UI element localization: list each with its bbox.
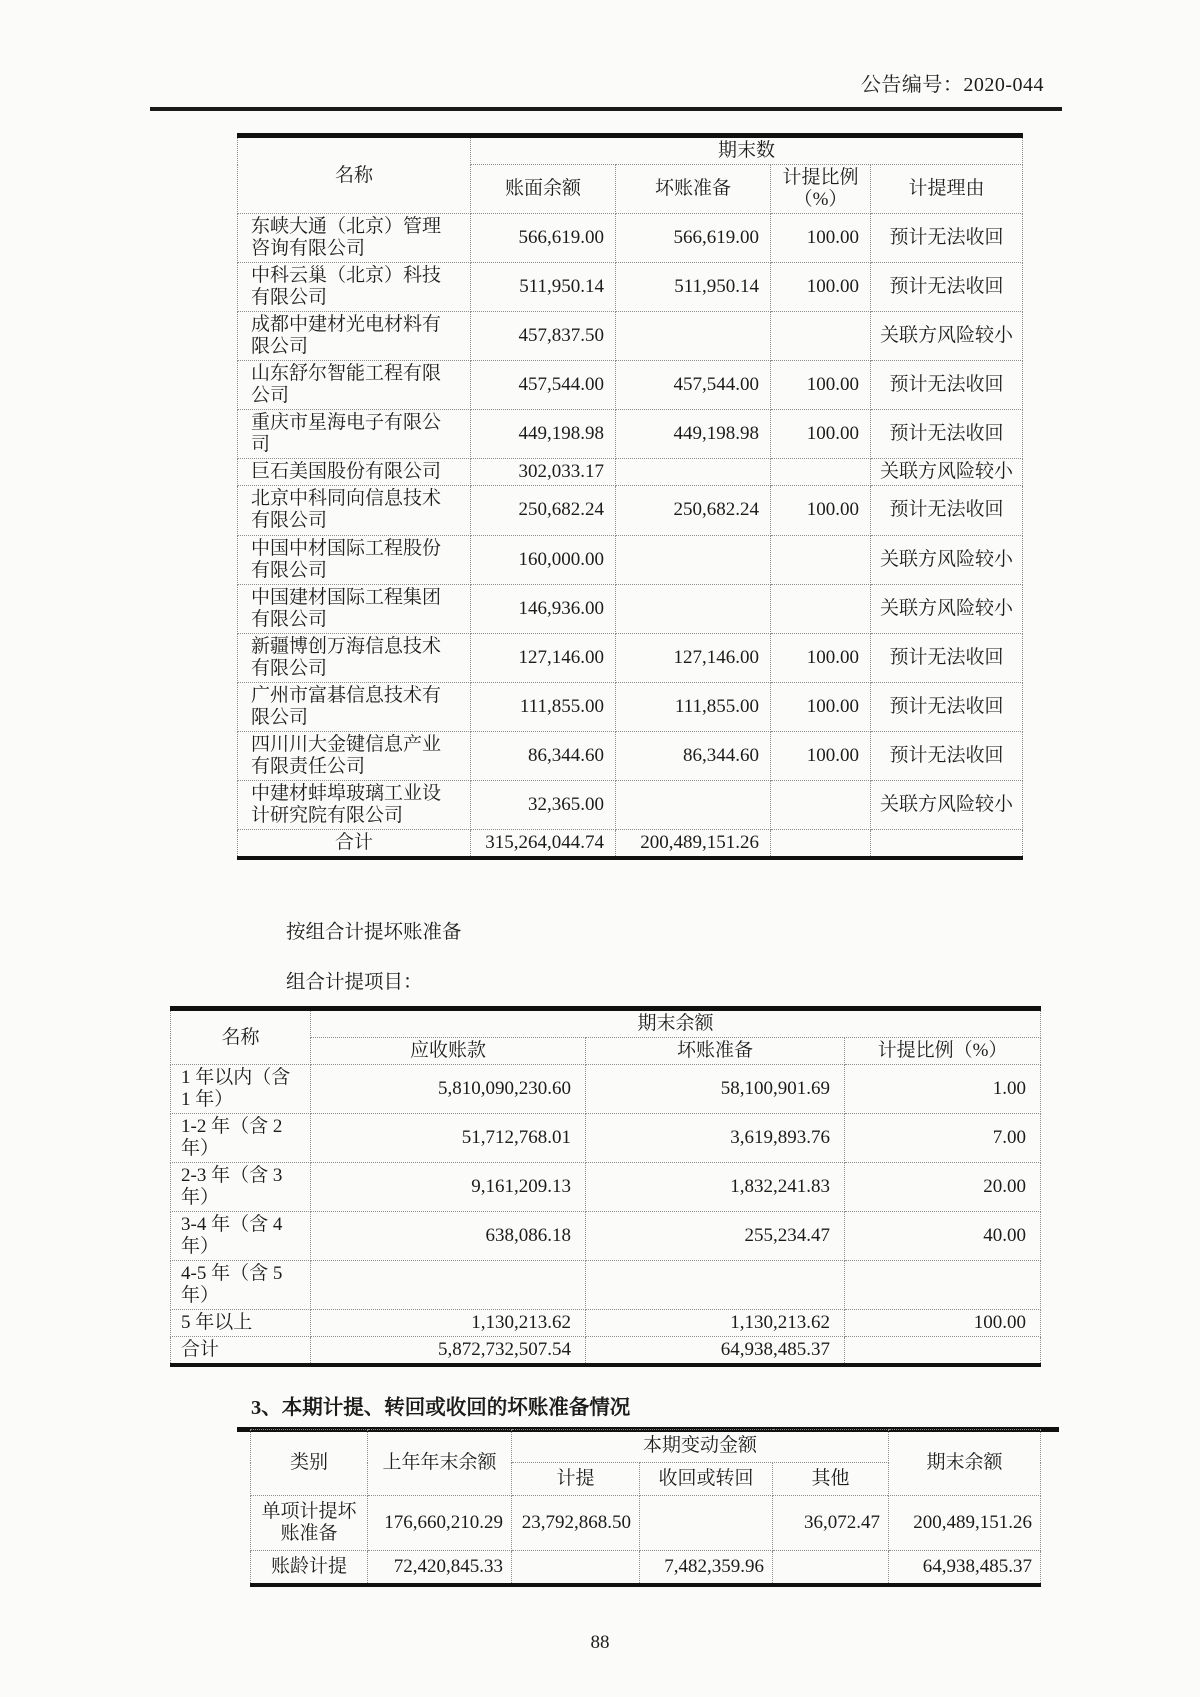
provision-cell: 1,832,241.83 [586, 1163, 845, 1212]
ratio-cell [771, 780, 871, 829]
category-cell: 账龄计提 [251, 1551, 368, 1586]
balance-cell: 32,365.00 [471, 780, 616, 829]
aging-bucket-cell: 4-5 年（含 5 年） [171, 1261, 311, 1310]
period-end-cell: 64,938,485.37 [889, 1551, 1041, 1586]
total-ratio-cell [771, 829, 871, 858]
provision-ratio-header: 计提比例（%） [771, 165, 871, 214]
ratio-cell: 100.00 [771, 214, 871, 263]
provision-cell [586, 1261, 845, 1310]
bad-debt-provision-header: 坏账准备 [616, 165, 771, 214]
table-row [238, 535, 1023, 584]
provision-cell [616, 535, 771, 584]
total-label-cell: 合计 [171, 1337, 311, 1366]
name-column-header: 名称 [238, 136, 471, 214]
table-row [238, 459, 1023, 486]
receivable-cell: 1,130,213.62 [311, 1310, 586, 1337]
receivable-cell: 638,086.18 [311, 1212, 586, 1261]
balance-cell: 127,146.00 [471, 633, 616, 682]
provision-cell: 111,855.00 [616, 682, 771, 731]
ratio-cell: 40.00 [845, 1212, 1041, 1261]
table-header-row [251, 1430, 1041, 1463]
receivable-cell: 9,161,209.13 [311, 1163, 586, 1212]
provision-cell: 457,544.00 [616, 361, 771, 410]
balance-cell: 160,000.00 [471, 535, 616, 584]
other-cell [773, 1551, 889, 1586]
table-row [251, 1496, 1041, 1551]
individual-provision-table [237, 133, 1023, 860]
provision-reason-header: 计提理由 [871, 165, 1023, 214]
provision-cell [616, 459, 771, 486]
prev-year-end-cell: 176,660,210.29 [368, 1496, 512, 1551]
group-provision-items-label: 组合计提项目： [286, 972, 423, 993]
reason-cell: 预计无法收回 [871, 731, 1023, 780]
period-end-cell: 200,489,151.26 [889, 1496, 1041, 1551]
table-row [171, 1310, 1041, 1337]
receivable-cell [311, 1261, 586, 1310]
accrued-header: 计提 [512, 1463, 640, 1496]
table-row [171, 1163, 1041, 1212]
table-row [238, 312, 1023, 361]
doc-number-header: 公告编号：2020-044 [150, 68, 1062, 111]
provision-cell: 58,100,901.69 [586, 1065, 845, 1114]
table-row [238, 410, 1023, 459]
ratio-cell: 100.00 [771, 486, 871, 535]
company-name-cell: 东峡大通（北京）管理咨询有限公司 [238, 214, 471, 263]
company-name-cell: 中科云巢（北京）科技有限公司 [238, 263, 471, 312]
name-column-header: 名称 [171, 1009, 311, 1065]
total-provision-cell: 200,489,151.26 [616, 829, 771, 858]
provision-cell: 1,130,213.62 [586, 1310, 845, 1337]
book-balance-header: 账面余额 [471, 165, 616, 214]
ratio-cell: 100.00 [771, 361, 871, 410]
company-name-cell: 中国中材国际工程股份有限公司 [238, 535, 471, 584]
company-name-cell: 巨石美国股份有限公司 [238, 459, 471, 486]
balance-cell: 86,344.60 [471, 731, 616, 780]
provision-cell [616, 312, 771, 361]
reason-cell: 关联方风险较小 [871, 312, 1023, 361]
reason-cell: 关联方风险较小 [871, 780, 1023, 829]
total-row [171, 1337, 1041, 1366]
accrued-cell [512, 1551, 640, 1586]
provision-cell: 255,234.47 [586, 1212, 845, 1261]
other-header: 其他 [773, 1463, 889, 1496]
balance-cell: 250,682.24 [471, 486, 616, 535]
balance-cell: 511,950.14 [471, 263, 616, 312]
period-movement-table [250, 1429, 1041, 1587]
balance-cell: 449,198.98 [471, 410, 616, 459]
ratio-cell [771, 535, 871, 584]
ratio-cell [771, 312, 871, 361]
table-row [171, 1114, 1041, 1163]
ratio-cell: 100.00 [771, 633, 871, 682]
company-name-cell: 广州市富碁信息技术有限公司 [238, 682, 471, 731]
aging-provision-table [170, 1006, 1041, 1367]
company-name-cell: 重庆市星海电子有限公司 [238, 410, 471, 459]
provision-cell: 511,950.14 [616, 263, 771, 312]
company-name-cell: 中国建材国际工程集团有限公司 [238, 584, 471, 633]
reason-cell: 预计无法收回 [871, 263, 1023, 312]
ratio-cell: 7.00 [845, 1114, 1041, 1163]
receivable-cell: 51,712,768.01 [311, 1114, 586, 1163]
reason-cell: 关联方风险较小 [871, 459, 1023, 486]
recovered-reversed-header: 收回或转回 [640, 1463, 773, 1496]
table-row [171, 1212, 1041, 1261]
provision-cell [616, 780, 771, 829]
group-provision-note: 按组合计提坏账准备 [286, 922, 462, 943]
receivable-cell: 5,810,090,230.60 [311, 1065, 586, 1114]
provision-ratio-header: 计提比例（%） [845, 1038, 1041, 1065]
table-row [238, 486, 1023, 535]
aging-bucket-cell: 1 年以内（含 1 年） [171, 1065, 311, 1114]
reason-cell: 预计无法收回 [871, 486, 1023, 535]
provision-cell: 86,344.60 [616, 731, 771, 780]
table-row [238, 780, 1023, 829]
company-name-cell: 四川川大金键信息产业有限责任公司 [238, 731, 471, 780]
table-row [238, 633, 1023, 682]
category-header: 类别 [251, 1430, 368, 1496]
aging-bucket-cell: 5 年以上 [171, 1310, 311, 1337]
balance-cell: 566,619.00 [471, 214, 616, 263]
prev-year-end-header: 上年年末余额 [368, 1430, 512, 1496]
prev-year-end-cell: 72,420,845.33 [368, 1551, 512, 1586]
table-row [238, 731, 1023, 780]
balance-cell: 111,855.00 [471, 682, 616, 731]
ratio-cell [771, 584, 871, 633]
total-label-cell: 合计 [238, 829, 471, 858]
balance-cell: 457,544.00 [471, 361, 616, 410]
provision-cell: 127,146.00 [616, 633, 771, 682]
recovered-cell: 7,482,359.96 [640, 1551, 773, 1586]
reason-cell: 关联方风险较小 [871, 584, 1023, 633]
aging-bucket-cell: 3-4 年（含 4 年） [171, 1212, 311, 1261]
ratio-cell: 100.00 [845, 1310, 1041, 1337]
reason-cell: 预计无法收回 [871, 361, 1023, 410]
category-cell: 单项计提坏账准备 [251, 1496, 368, 1551]
ratio-cell: 100.00 [771, 682, 871, 731]
section-3-title: 3、本期计提、转回或收回的坏账准备情况 [237, 1390, 1059, 1432]
total-ratio-cell [845, 1337, 1041, 1366]
table-row [171, 1065, 1041, 1114]
provision-cell: 3,619,893.76 [586, 1114, 845, 1163]
period-end-group-header: 期末数 [471, 136, 1023, 165]
balance-cell: 146,936.00 [471, 584, 616, 633]
total-row [238, 829, 1023, 858]
table-header-row [238, 136, 1023, 165]
provision-cell: 449,198.98 [616, 410, 771, 459]
total-reason-cell [871, 829, 1023, 858]
table-row [238, 361, 1023, 410]
accrued-cell: 23,792,868.50 [512, 1496, 640, 1551]
period-change-group-header: 本期变动金额 [512, 1430, 889, 1463]
reason-cell: 关联方风险较小 [871, 535, 1023, 584]
company-name-cell: 山东舒尔智能工程有限公司 [238, 361, 471, 410]
ratio-cell: 1.00 [845, 1065, 1041, 1114]
provision-cell [616, 584, 771, 633]
reason-cell: 预计无法收回 [871, 410, 1023, 459]
company-name-cell: 新疆博创万海信息技术有限公司 [238, 633, 471, 682]
reason-cell: 预计无法收回 [871, 633, 1023, 682]
total-provision-cell: 64,938,485.37 [586, 1337, 845, 1366]
table-row [238, 584, 1023, 633]
table-row [238, 682, 1023, 731]
table-header-row [171, 1009, 1041, 1038]
company-name-cell: 中建材蚌埠玻璃工业设计研究院有限公司 [238, 780, 471, 829]
table-row [251, 1551, 1041, 1586]
reason-cell: 预计无法收回 [871, 682, 1023, 731]
period-end-balance-group-header: 期末余额 [311, 1009, 1041, 1038]
ratio-cell: 100.00 [771, 731, 871, 780]
balance-cell: 302,033.17 [471, 459, 616, 486]
provision-cell: 566,619.00 [616, 214, 771, 263]
period-end-header: 期末余额 [889, 1430, 1041, 1496]
total-receivable-cell: 5,872,732,507.54 [311, 1337, 586, 1366]
balance-cell: 457,837.50 [471, 312, 616, 361]
other-cell: 36,072.47 [773, 1496, 889, 1551]
table-row [238, 214, 1023, 263]
reason-cell: 预计无法收回 [871, 214, 1023, 263]
table-row [238, 263, 1023, 312]
aging-bucket-cell: 1-2 年（含 2 年） [171, 1114, 311, 1163]
ratio-cell: 100.00 [771, 263, 871, 312]
company-name-cell: 北京中科同向信息技术有限公司 [238, 486, 471, 535]
ratio-cell [845, 1261, 1041, 1310]
table-row [171, 1261, 1041, 1310]
provision-cell: 250,682.24 [616, 486, 771, 535]
bad-debt-provision-header: 坏账准备 [586, 1038, 845, 1065]
ratio-cell: 100.00 [771, 410, 871, 459]
ratio-cell [771, 459, 871, 486]
page-number: 88 [590, 1632, 610, 1653]
aging-bucket-cell: 2-3 年（含 3 年） [171, 1163, 311, 1212]
company-name-cell: 成都中建材光电材料有限公司 [238, 312, 471, 361]
recovered-cell [640, 1496, 773, 1551]
ratio-cell: 20.00 [845, 1163, 1041, 1212]
total-balance-cell: 315,264,044.74 [471, 829, 616, 858]
accounts-receivable-header: 应收账款 [311, 1038, 586, 1065]
